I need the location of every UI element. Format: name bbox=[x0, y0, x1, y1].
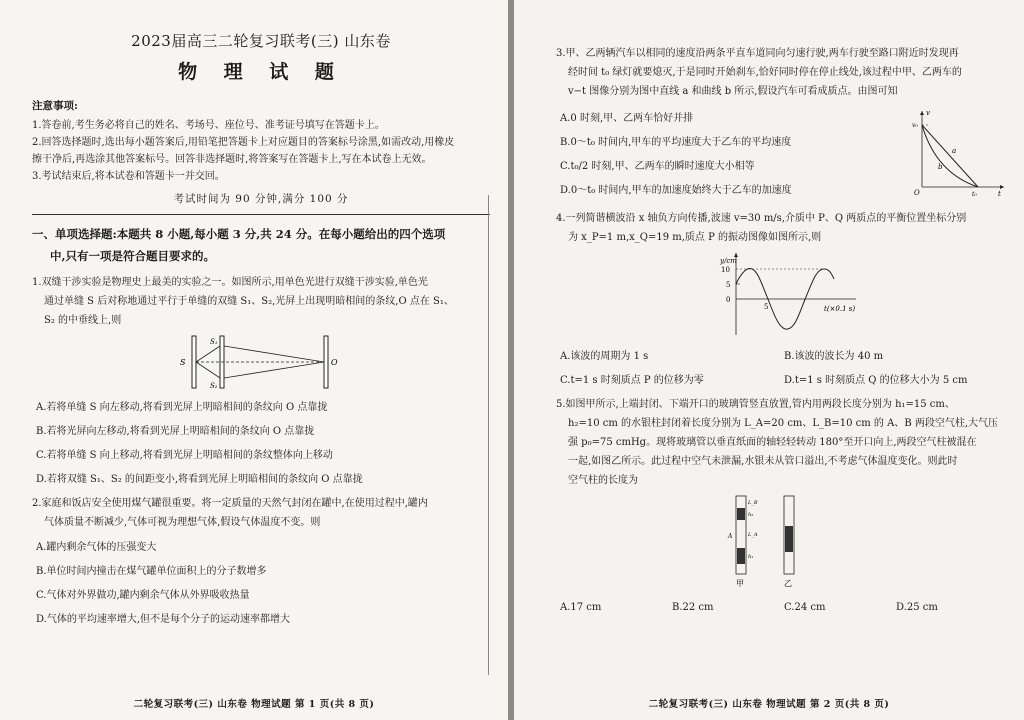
y-tick-0: 0 bbox=[726, 296, 731, 304]
q5-option-c: C.24 cm bbox=[784, 602, 826, 613]
tube-jia-label: 甲 bbox=[736, 579, 744, 588]
q2-stem-line: 气体质量不断减少,气体可视为理想气体,假设气体温度不变。则 bbox=[44, 517, 321, 528]
section-heading-line-2: 中,只有一项是符合题目要求的。 bbox=[50, 249, 216, 263]
q2-option-a: A.罐内剩余气体的压强变大 bbox=[36, 542, 157, 553]
a-label: A bbox=[728, 533, 733, 540]
h2-label: h₂ bbox=[748, 512, 754, 518]
q1-stem-line: 通过单缝 S 后对称地通过平行于单缝的双缝 S₁、S₂,光屏上出现明暗相间的条纹,O 点在 S₁、 bbox=[44, 296, 454, 307]
q2-stem bbox=[32, 494, 490, 532]
q3-option-c: C.t₀/2 时刻,甲、乙两车的瞬时速度大小相等 bbox=[560, 161, 755, 172]
t-tick-5: 5 bbox=[764, 303, 769, 311]
notice-item: 1.答卷前,考生务必将自己的姓名、考场号、座位号、准考证号填写在答题卡上。 bbox=[32, 120, 385, 131]
q5-stem-line: 一起,如图乙所示。此过程中空气未泄漏,水银未从管口溢出,不考虑气体温度变化。则此时 bbox=[568, 456, 958, 467]
q4-stem-line: 4.一列简谐横波沿 x 轴负方向传播,波速 v=30 m/s,介质中 P、Q 两质点的平衡位置坐标分别 bbox=[556, 213, 967, 224]
q5-options bbox=[560, 602, 1008, 613]
graph-b-label: b bbox=[938, 163, 943, 171]
q5-stem-line: 强 p₀=75 cmHg。现将玻璃管以垂直纸面的轴轻轻转动 180°至开口向上,两段空气柱被混在 bbox=[568, 437, 977, 448]
graph-v-label: v bbox=[926, 109, 930, 117]
q2-option-c: C.气体对外界做功,罐内剩余气体从外界吸收热量 bbox=[36, 590, 250, 601]
q3-stem bbox=[556, 44, 1008, 101]
point-o-label: O bbox=[331, 358, 338, 367]
notice-item: 擦干净后,再选涂其他答案标号。回答非选择题时,将答案写在答题卡上,写在本试卷上无效。 bbox=[32, 154, 432, 165]
y-tick-5: 5 bbox=[726, 281, 731, 289]
double-slit-figure bbox=[176, 332, 346, 392]
la-label: L_A bbox=[748, 532, 758, 538]
q3-stem-line: 经时间 t₀ 绿灯就要熄灭,于是同时开始刹车,恰好同时停在停止线处,该过程中甲、乙两车的 bbox=[568, 67, 962, 78]
y-tick-10: 10 bbox=[721, 266, 730, 274]
graph-t-label: t bbox=[998, 190, 1001, 197]
q3-body bbox=[556, 103, 1008, 205]
q3-stem-line: 3.甲、乙两辆汽车以相同的速度沿两条平直车道同向匀速行驶,两车行驶至路口附近时发现再 bbox=[556, 48, 959, 59]
q1-option-b: B.若将光屏向左移动,将看到光屏上明暗相间的条纹向 O 点靠拢 bbox=[36, 426, 315, 437]
q4-options-row-2 bbox=[560, 373, 1008, 389]
q3-option-a: A.0 时刻,甲、乙两车恰好并排 bbox=[560, 113, 694, 124]
slit-s1-label: S₁ bbox=[210, 338, 218, 346]
q2-stem-line: 2.家庭和饭店安全使用煤气罐很重要。将一定质量的天然气封闭在罐中,在使用过程中,罐内 bbox=[32, 498, 428, 509]
graph-t0-label: t₀ bbox=[972, 191, 977, 197]
page-1-footer: 二轮复习联考(三) 山东卷 物理试题 第 1 页(共 8 页) bbox=[133, 699, 375, 710]
section-heading bbox=[32, 223, 490, 267]
notice-heading: 注意事项: bbox=[32, 100, 78, 112]
q4-stem bbox=[556, 209, 1008, 247]
q1-stem-line: S₂ 的中垂线上,则 bbox=[44, 315, 122, 326]
slit-s-label: S bbox=[180, 358, 186, 367]
q4-option-d: D.t=1 s 时刻质点 Q 的位移大小为 5 cm bbox=[784, 375, 968, 386]
graph-origin-label: O bbox=[914, 189, 920, 197]
q5-stem-line: 空气柱的长度为 bbox=[568, 475, 638, 486]
section-heading-line-1: 一、单项选择题:本题共 8 小题,每小题 3 分,共 24 分。在每小题给出的四个选项 bbox=[32, 227, 446, 241]
h1-label: h₁ bbox=[748, 554, 754, 560]
slit-s2-label: S₂ bbox=[210, 382, 218, 390]
q5-option-a: A.17 cm bbox=[560, 602, 602, 613]
q4-options-row-1 bbox=[560, 349, 1008, 365]
subject-title: 物 理 试 题 bbox=[178, 61, 344, 83]
q1-option-a: A.若将单缝 S 向左移动,将看到光屏上明暗相间的条纹向 O 点靠拢 bbox=[36, 402, 328, 413]
graph-v0-label: v₀ bbox=[912, 122, 918, 129]
q1-stem bbox=[32, 273, 490, 330]
q3-stem-line: v−t 图像分别为图中直线 a 和曲线 b 所示,假设汽车可看成质点。由图可知 bbox=[568, 86, 898, 97]
q2-option-d: D.气体的平均速率增大,但不是每个分子的运动速率都增大 bbox=[36, 614, 291, 625]
q3-option-d: D.0～t₀ 时间内,甲车的加速度始终大于乙车的加速度 bbox=[560, 185, 792, 196]
q5-stem bbox=[556, 395, 1008, 490]
vt-graph bbox=[912, 107, 1008, 197]
q4-option-c: C.t=1 s 时刻质点 P 的位移为零 bbox=[560, 375, 704, 386]
column-rule bbox=[488, 195, 489, 675]
q2-option-b: B.单位时间内撞击在煤气罐单位面积上的分子数增多 bbox=[36, 566, 267, 577]
page-2-footer: 二轮复习联考(三) 山东卷 物理试题 第 2 页(共 8 页) bbox=[648, 699, 890, 710]
notice-item: 2.回答选择题时,选出每小题答案后,用铅笔把答题卡上对应题目的答案标号涂黑,如需改动,用橡皮 bbox=[32, 137, 455, 148]
q4-option-b: B.该波的波长为 40 m bbox=[784, 351, 884, 362]
glass-tube-figure bbox=[706, 492, 816, 588]
q1-option-c: C.若将单缝 S 向上移动,将看到光屏上明暗相间的条纹整体向上移动 bbox=[36, 450, 333, 461]
q5-stem-line: 5.如图甲所示,上端封闭、下端开口的玻璃管竖直放置,管内用两段长度分别为 h₁=15 cm、 bbox=[556, 399, 955, 410]
page-1 bbox=[0, 0, 508, 720]
time-limit: 考试时间为 90 分钟,满分 100 分 bbox=[173, 193, 349, 205]
page-2 bbox=[514, 0, 1024, 720]
q5-option-b: B.22 cm bbox=[672, 602, 714, 613]
vibration-graph bbox=[706, 249, 876, 341]
q4-option-a: A.该波的周期为 1 s bbox=[560, 351, 649, 362]
lb-label: L_B bbox=[748, 500, 758, 506]
q1-stem-line: 1.双缝干涉实验是物理史上最美的实验之一。如图所示,用单色光进行双缝干涉实验,单色光 bbox=[32, 277, 428, 288]
exam-title: 2023届高三二轮复习联考(三) 山东卷 bbox=[131, 32, 391, 50]
t-axis-label: t(×0.1 s) bbox=[824, 305, 856, 313]
graph-a-label: a bbox=[952, 147, 957, 155]
q1-option-d: D.若将双缝 S₁、S₂ 的间距变小,将看到光屏上明暗相间的条纹向 O 点靠拢 bbox=[36, 474, 363, 485]
divider bbox=[32, 214, 490, 215]
q3-option-b: B.0～t₀ 时间内,甲车的平均速度大于乙车的平均速度 bbox=[560, 137, 792, 148]
q5-stem-line: h₂=10 cm 的水银柱封闭着长度分别为 L_A=20 cm、L_B=10 cm 的 A、B 两段空气柱,大气压 bbox=[568, 418, 999, 429]
y-axis-label: y/cm bbox=[720, 257, 737, 265]
q3-options bbox=[556, 103, 912, 205]
q5-option-d: D.25 cm bbox=[896, 602, 938, 613]
notice-item: 3.考试结束后,将本试卷和答题卡一并交回。 bbox=[32, 171, 225, 182]
tube-yi-label: 乙 bbox=[784, 579, 792, 588]
q4-stem-line: 为 x_P=1 m,x_Q=19 m,质点 P 的振动图像如图所示,则 bbox=[568, 232, 822, 243]
